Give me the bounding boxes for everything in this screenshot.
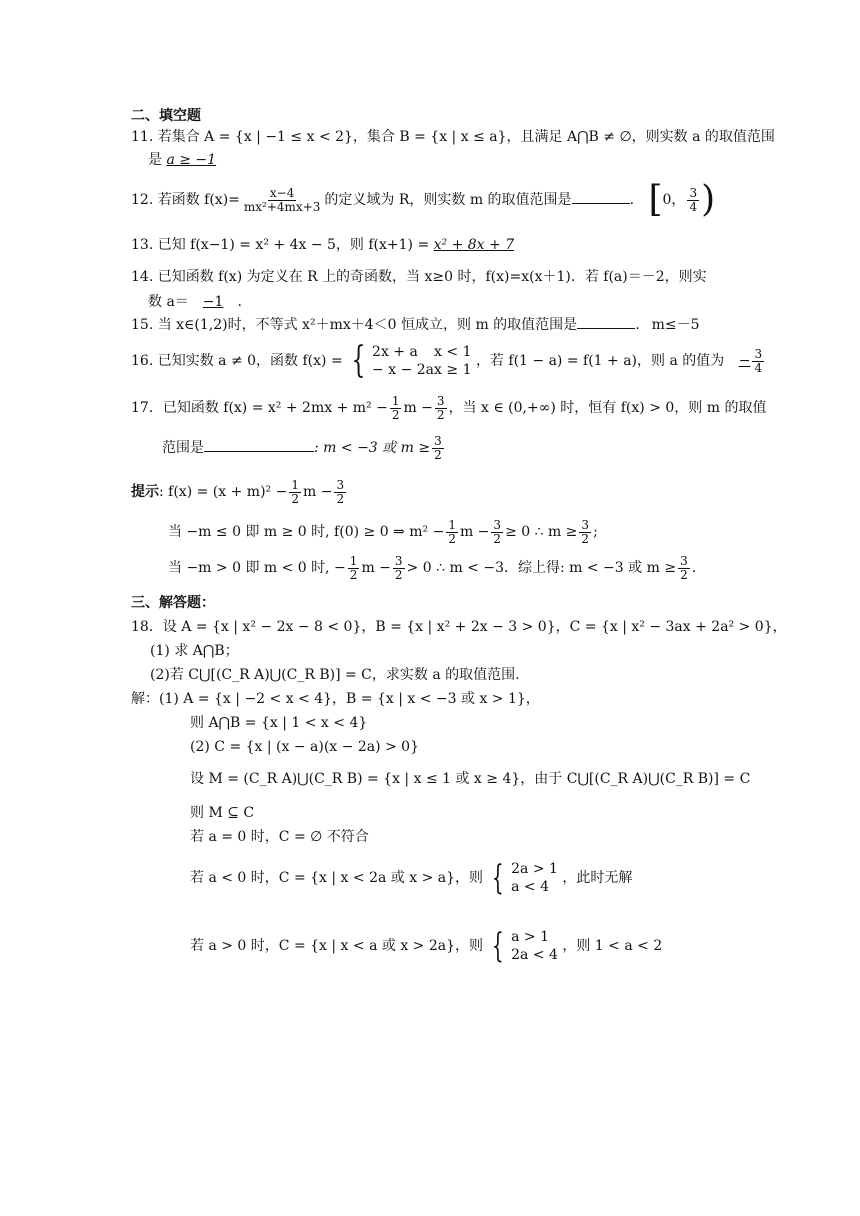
q16-pre: 16. 已知实数 a ≠ 0，函数 f(x) = — [131, 353, 343, 369]
q12-answer-den: 4 — [689, 199, 698, 214]
sol-line2: 则 A⋂B = {x | 1 < x < 4} — [190, 715, 368, 731]
sol-line8-row2: 2a < 4 — [511, 947, 558, 963]
hint-label: 提示 — [131, 484, 159, 500]
q13-pre: 13. 已知 f(x−1) = x² + 4x − 5，则 f(x+1) = — [131, 237, 434, 253]
q16-mid: ，若 f(1 − a) = f(1 + a)，则 a 的值为 — [475, 353, 725, 369]
q11-line2 — [148, 151, 216, 169]
hint-case2-frac3 — [678, 555, 690, 582]
sol-line7-rows — [511, 860, 558, 896]
hint-frac-a — [289, 479, 301, 506]
q17-line2 — [162, 430, 446, 466]
hint-case1 — [168, 514, 598, 550]
sol-line7-system — [487, 860, 557, 896]
q16-row2 — [372, 361, 471, 379]
q16-answer-num: 3 — [754, 346, 763, 361]
hint-case2-frac2-den: 2 — [394, 567, 403, 582]
sol-line8-row1: a > 1 — [511, 929, 549, 945]
hint-case2-post: > 0 ∴ m < −3．综上得: m < −3 或 m ≥ — [406, 560, 677, 576]
q12-answer-num: 3 — [689, 185, 698, 200]
sol-line5: 则 M ⊆ C — [190, 805, 255, 821]
q17-blank — [204, 451, 314, 452]
hint-case2-pre: 当 −m > 0 即 m < 0 时, − — [168, 560, 346, 576]
q13-line — [131, 236, 514, 254]
hint-case1-frac3-den: 2 — [581, 531, 590, 546]
q17-l1-mid: m − — [403, 400, 433, 416]
hint-case1-mid: m − — [459, 524, 490, 540]
hint-case1-frac1-num: 1 — [448, 517, 456, 532]
sol-line8-system — [487, 928, 557, 964]
hint-case1-end: ; — [593, 524, 598, 540]
hint-case2-frac2 — [393, 555, 405, 582]
q17-frac2-num: 3 — [436, 393, 445, 408]
q17-l1-pre: 17．已知函数 f(x) = x² + 2mx + m² − — [131, 400, 388, 416]
sol-line8-rows — [511, 928, 558, 964]
q12-line — [131, 179, 716, 220]
q11-answer: a ≥ −1 — [166, 152, 217, 168]
q18-line1: 18．设 A = {x | x² − 2x − 8 < 0}，B = {x | x² + 2x − 3 > 0}，C = {x | x² − 3ax + 2a² > 0}， — [131, 619, 787, 635]
hint-case1-frac3-num: 3 — [581, 517, 590, 532]
hint-case1-post: ≥ 0 ∴ m ≥ — [505, 524, 578, 540]
q17-frac1-num: 1 — [391, 393, 400, 408]
hint-case1-frac2-den: 2 — [493, 531, 502, 546]
sol-line1: 解：(1) A = {x | −2 < x < 4}，B = {x | x < −3 或 x > 1}， — [131, 691, 540, 707]
q12-tail: . — [629, 192, 635, 208]
hint-case2-frac3-den: 2 — [680, 567, 688, 582]
q12-post: 的定义域为 R，则实数 m 的取值范围是 — [324, 192, 572, 208]
q17-line1 — [131, 390, 766, 426]
q14-line2 — [148, 293, 242, 311]
section-answer-title: 三、解答题： — [131, 595, 215, 611]
sol-line7-pre: 若 a < 0 时，C = {x | x < 2a 或 x > a}，则 — [190, 870, 484, 886]
q12-answer — [648, 179, 716, 220]
q12-answer-rbracket: ) — [701, 179, 716, 220]
hint-case2-mid: m − — [361, 560, 391, 576]
hint-case1-pre: 当 −m ≤ 0 即 m ≥ 0 时, f(0) ≥ 0 ⇒ m² − — [168, 524, 445, 540]
sol-line8-pre: 若 a > 0 时，C = {x | x < a 或 x > 2a}，则 — [190, 938, 484, 954]
q15-line — [131, 316, 700, 334]
q17-frac3-num: 3 — [434, 433, 442, 448]
q11-l2-pre: 是 — [148, 152, 167, 168]
hint-case1-frac1-den: 2 — [448, 531, 456, 546]
q16-piecewise — [347, 340, 472, 381]
q16-answer-den: 4 — [754, 360, 763, 375]
q16-row1-expr: 2x + a — [372, 344, 418, 360]
q16-row2-cond: x ≥ 1 — [434, 362, 472, 378]
q16-row1-cond: x < 1 — [434, 344, 472, 360]
q13-answer: x² + 8x + 7 — [433, 237, 515, 253]
hint-case2-frac1-den: 2 — [349, 567, 358, 582]
q15-text: 15. 当 x∈(1,2)时，不等式 x²＋mx＋4＜0 恒成立，则 m 的取值范围是 — [131, 317, 578, 333]
hint-case2-frac1 — [348, 555, 360, 582]
hint-frac-b — [334, 479, 346, 506]
q16-rows — [372, 343, 471, 379]
hint-case1-frac2 — [491, 519, 503, 546]
hint-frac-b-num: 3 — [336, 477, 345, 492]
hint-case2 — [168, 550, 696, 586]
sol-line8-post: ，则 1 < a < 2 — [562, 938, 663, 954]
q12-fraction — [242, 187, 322, 214]
sol-line3: (2) C = {x | (x − a)(x − 2a) > 0} — [190, 739, 419, 755]
section-fill-blank-title: 二、填空题 — [131, 108, 201, 124]
q14-answer: −1 — [202, 294, 224, 310]
q16-row1 — [372, 343, 471, 361]
q12-num: x−4 — [269, 185, 295, 200]
hint-case2-frac1-num: 1 — [349, 553, 358, 568]
sol-line6: 若 a = 0 时，C = ∅ 不符合 — [190, 829, 369, 845]
hint-case2-end: . — [691, 560, 697, 576]
hint-case2-frac2-num: 3 — [394, 553, 403, 568]
sol-line7-brace: { — [492, 858, 505, 898]
hint-frac-a-den: 2 — [291, 491, 299, 506]
sol-line7-row2: a < 4 — [511, 879, 549, 895]
hint-l1-pre: : f(x) = (x + m)² − — [159, 484, 288, 500]
hint-case1-frac3 — [579, 519, 591, 546]
hint-frac-a-num: 1 — [291, 477, 299, 492]
sol-line7 — [190, 860, 632, 896]
hint-line1 — [131, 474, 348, 510]
hint-frac-b-den: 2 — [336, 491, 345, 506]
q12-answer-lbracket: [ — [648, 179, 663, 220]
hint-case2-frac3-num: 3 — [680, 553, 688, 568]
q17-frac2 — [435, 395, 447, 422]
sol-line8 — [190, 928, 662, 964]
q15-blank — [577, 328, 635, 329]
hint-case1-frac2-num: 3 — [493, 517, 502, 532]
q16-row2-expr: − x − 2a — [372, 362, 435, 378]
sol-line7-post: ，此时无解 — [562, 870, 633, 886]
q17-frac1 — [390, 395, 402, 422]
q14-l2-pre: 数 a＝ — [148, 294, 189, 310]
q12-den: mx²+4mx+3 — [243, 199, 321, 214]
q11-line1: 11. 若集合 A = {x | −1 ≤ x < 2}，集合 B = {x | x ≤ a}，且满足 A⋂B ≠ ∅，则实数 a 的取值范围 — [131, 129, 775, 145]
q12-answer-left: 0， — [662, 192, 686, 208]
q15-tail: . — [635, 317, 640, 333]
sol-line8-brace: { — [492, 926, 505, 966]
sol-line4: 设 M = (C_R A)⋃(C_R B) = {x | x ≤ 1 或 x ≥ 4}，由于 C⋃[(C_R A)⋃(C_R B)] = C — [190, 771, 751, 787]
q17-frac3 — [432, 435, 444, 462]
q12-answer-frac — [687, 187, 699, 214]
q15-answer: m≤－5 — [651, 317, 700, 333]
q16-brace: { — [351, 340, 366, 381]
q16-answer-frac — [752, 348, 764, 375]
q17-l2-pre: 范围是 — [162, 440, 204, 456]
q17-l1-post: ，当 x ∈ (0,+∞) 时，恒有 f(x) > 0，则 m 的取值 — [448, 400, 767, 416]
q16-answer-sign: − — [738, 353, 751, 369]
hint-case1-frac1 — [446, 519, 458, 546]
sol-line7-row1: 2a > 1 — [511, 861, 558, 877]
q17-frac3-den: 2 — [434, 447, 442, 462]
q18-part1: (1) 求 A⋂B； — [150, 643, 239, 659]
q14-line1: 14. 已知函数 f(x) 为定义在 R 上的奇函数，当 x≥0 时，f(x)=x(x＋1)．若 f(a)＝－2，则实 — [131, 269, 707, 285]
q16-answer — [729, 346, 766, 375]
q17-frac2-den: 2 — [436, 407, 445, 422]
q18-part2: (2)若 C⋃[(C_R A)⋃(C_R B)] = C，求实数 a 的取值范围. — [150, 667, 520, 683]
q12-pre: 12. 若函数 f(x)= — [131, 192, 240, 208]
hint-l1-mid: m − — [302, 484, 333, 500]
q14-l2-post: . — [237, 294, 242, 310]
q17-frac1-den: 2 — [391, 407, 400, 422]
q16-line — [131, 340, 766, 381]
q17-answer: : m < −3 或 m ≥ — [314, 440, 431, 456]
q12-blank — [572, 203, 630, 204]
